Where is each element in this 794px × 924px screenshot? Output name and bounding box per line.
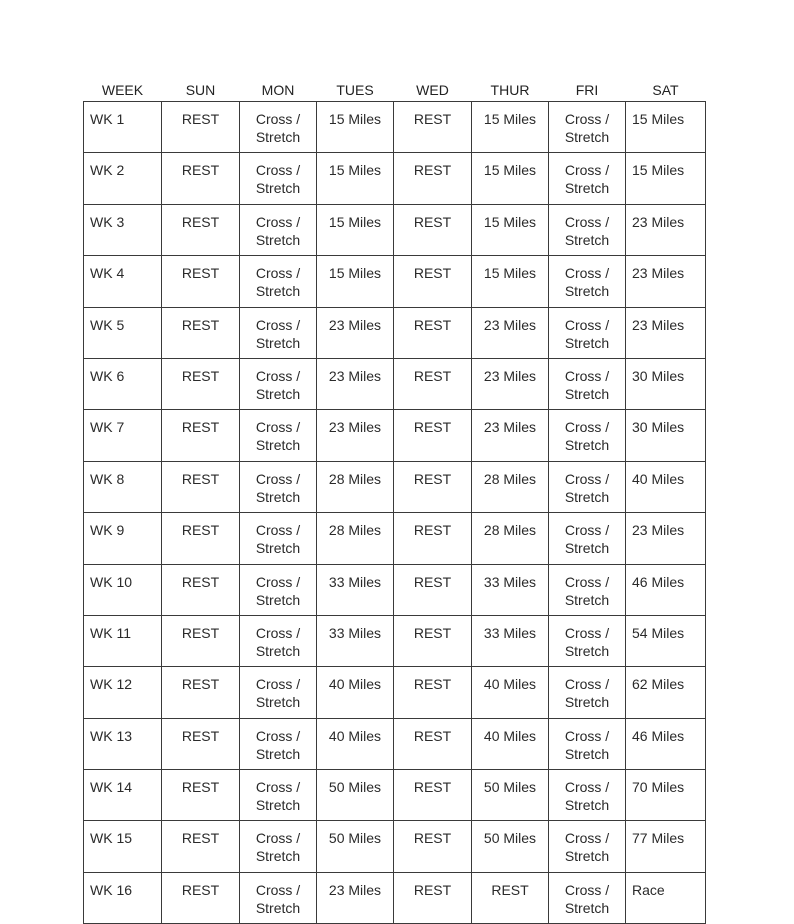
cell-mon-line: Cross / [255,265,301,282]
cell-mon-line: Cross / [255,419,301,436]
cell-mon-line: Stretch [255,591,301,608]
cell-mon-line: Cross / [255,676,301,693]
cell-fri-line: Cross / [564,624,610,641]
cell-week: WK 14 [84,770,162,821]
cell-sun: REST [162,513,240,564]
cell-thur: 23 Miles [472,358,549,409]
cell-week: WK 15 [84,821,162,872]
cell-week: WK 16 [84,872,162,923]
table-row [84,667,706,718]
cell-thur: 28 Miles [472,513,549,564]
cell-fri [549,821,626,872]
cell-week: WK 13 [84,718,162,769]
cell-fri-line: Stretch [564,591,610,608]
cell-sat: 15 Miles [626,102,706,153]
cell-fri-line: Cross / [564,316,610,333]
cell-fri-line: Cross / [564,573,610,590]
cell-tues: 40 Miles [317,667,394,718]
cell-wed: REST [394,564,472,615]
cell-mon [240,872,317,923]
cell-fri [549,307,626,358]
cell-mon [240,718,317,769]
cell-mon-line: Stretch [255,437,301,454]
cell-week: WK 2 [84,153,162,204]
cell-mon-line: Cross / [255,367,301,384]
cell-tues: 28 Miles [317,461,394,512]
cell-sun: REST [162,153,240,204]
cell-week: WK 12 [84,667,162,718]
cell-fri-line: Cross / [564,213,610,230]
cell-mon [240,102,317,153]
cell-mon [240,821,317,872]
table-row [84,358,706,409]
cell-fri-line: Stretch [564,334,610,351]
cell-fri-line: Stretch [564,231,610,248]
cell-mon-line: Cross / [255,316,301,333]
cell-mon-line: Cross / [255,727,301,744]
cell-sat: 30 Miles [626,358,706,409]
cell-fri-line: Cross / [564,419,610,436]
cell-fri-line: Stretch [564,283,610,300]
cell-wed: REST [394,461,472,512]
cell-fri-line: Cross / [564,265,610,282]
cell-tues: 33 Miles [317,615,394,666]
table-row [84,718,706,769]
cell-tues: 15 Miles [317,256,394,307]
table-row [84,564,706,615]
cell-sun: REST [162,358,240,409]
table-row [84,410,706,461]
cell-fri-line: Stretch [564,488,610,505]
cell-mon [240,307,317,358]
cell-mon-line: Cross / [255,573,301,590]
cell-mon-line: Stretch [255,180,301,197]
cell-mon-line: Stretch [255,797,301,814]
table-row [84,821,706,872]
cell-sun: REST [162,102,240,153]
cell-sat: 46 Miles [626,564,706,615]
cell-wed: REST [394,410,472,461]
cell-fri-line: Stretch [564,848,610,865]
cell-mon [240,256,317,307]
cell-wed: REST [394,256,472,307]
cell-fri [549,461,626,512]
cell-fri [549,718,626,769]
cell-sat: 77 Miles [626,821,706,872]
cell-thur: 15 Miles [472,102,549,153]
cell-sat: 30 Miles [626,410,706,461]
cell-mon-line: Stretch [255,129,301,145]
cell-sun: REST [162,256,240,307]
header-sat: SAT [652,81,679,98]
cell-thur: REST [472,872,549,923]
cell-mon-line: Cross / [255,522,301,539]
cell-sat: 70 Miles [626,770,706,821]
cell-sat: Race [626,872,706,923]
cell-wed: REST [394,102,472,153]
cell-fri-line: Stretch [564,694,610,711]
cell-tues: 50 Miles [317,821,394,872]
cell-mon [240,461,317,512]
cell-wed: REST [394,153,472,204]
cell-mon-line: Stretch [255,899,301,916]
table-row [84,307,706,358]
cell-mon-line: Stretch [255,283,301,300]
cell-sat: 23 Miles [626,256,706,307]
cell-fri-line: Cross / [564,522,610,539]
table-row [84,461,706,512]
cell-wed: REST [394,204,472,255]
cell-sat: 46 Miles [626,718,706,769]
cell-thur: 23 Miles [472,307,549,358]
cell-fri-line: Stretch [564,899,610,916]
cell-fri [549,358,626,409]
table-row [84,615,706,666]
cell-mon [240,204,317,255]
cell-sun: REST [162,821,240,872]
cell-mon-line: Cross / [255,624,301,641]
cell-fri-line: Stretch [564,745,610,762]
cell-fri-line: Cross / [564,727,610,744]
cell-mon [240,513,317,564]
table-row [84,153,706,204]
cell-thur: 15 Miles [472,256,549,307]
header-tues: TUES [336,81,374,98]
cell-week: WK 7 [84,410,162,461]
cell-fri-line: Cross / [564,111,610,127]
cell-sun: REST [162,718,240,769]
cell-fri [549,872,626,923]
cell-sun: REST [162,461,240,512]
cell-wed: REST [394,358,472,409]
cell-tues: 40 Miles [317,718,394,769]
cell-sun: REST [162,564,240,615]
cell-week: WK 8 [84,461,162,512]
header-week: WEEK [101,81,144,98]
cell-fri-line: Stretch [564,540,610,557]
cell-mon-line: Stretch [255,745,301,762]
cell-sat: 23 Miles [626,204,706,255]
table-row [84,872,706,923]
cell-mon [240,358,317,409]
cell-thur: 40 Miles [472,667,549,718]
cell-fri [549,204,626,255]
cell-sat: 54 Miles [626,615,706,666]
cell-fri-line: Cross / [564,676,610,693]
cell-mon-line: Cross / [255,111,301,127]
cell-sun: REST [162,770,240,821]
cell-mon-line: Stretch [255,642,301,659]
cell-tues: 15 Miles [317,204,394,255]
cell-fri-line: Stretch [564,797,610,814]
table-row [84,204,706,255]
table-row [84,256,706,307]
cell-fri [549,153,626,204]
cell-thur: 50 Miles [472,821,549,872]
cell-sat: 23 Miles [626,513,706,564]
cell-fri-line: Stretch [564,385,610,402]
cell-sat: 15 Miles [626,153,706,204]
cell-fri-line: Cross / [564,470,610,487]
cell-sat: 40 Miles [626,461,706,512]
cell-fri [549,667,626,718]
cell-sun: REST [162,667,240,718]
table-row [84,102,706,153]
cell-wed: REST [394,615,472,666]
cell-mon [240,770,317,821]
cell-sun: REST [162,204,240,255]
cell-tues: 23 Miles [317,872,394,923]
cell-tues: 23 Miles [317,410,394,461]
table-row [84,513,706,564]
cell-fri [549,102,626,153]
cell-wed: REST [394,513,472,564]
table-header [84,78,706,102]
cell-tues: 28 Miles [317,513,394,564]
table-body [84,102,706,924]
cell-mon-line: Stretch [255,231,301,248]
table-row [84,770,706,821]
cell-fri [549,256,626,307]
cell-mon [240,410,317,461]
cell-week: WK 10 [84,564,162,615]
cell-mon-line: Cross / [255,881,301,898]
header-thur: THUR [490,81,530,98]
cell-wed: REST [394,872,472,923]
cell-week: WK 4 [84,256,162,307]
cell-wed: REST [394,667,472,718]
cell-fri-line: Stretch [564,437,610,454]
cell-thur: 33 Miles [472,615,549,666]
cell-fri [549,513,626,564]
header-mon: MON [261,81,295,98]
cell-sat: 62 Miles [626,667,706,718]
header-row [84,78,706,102]
cell-tues: 50 Miles [317,770,394,821]
cell-fri [549,410,626,461]
cell-tues: 23 Miles [317,358,394,409]
cell-sun: REST [162,872,240,923]
cell-fri-line: Cross / [564,367,610,384]
cell-fri [549,564,626,615]
cell-fri [549,615,626,666]
cell-wed: REST [394,718,472,769]
cell-week: WK 3 [84,204,162,255]
cell-fri-line: Cross / [564,881,610,898]
cell-mon-line: Stretch [255,385,301,402]
cell-mon-line: Cross / [255,779,301,796]
cell-week: WK 1 [84,102,162,153]
cell-thur: 23 Miles [472,410,549,461]
cell-fri-line: Cross / [564,779,610,796]
cell-mon [240,667,317,718]
cell-week: WK 5 [84,307,162,358]
cell-mon [240,615,317,666]
cell-fri-line: Stretch [564,129,610,145]
training-schedule-table [83,78,706,924]
cell-week: WK 9 [84,513,162,564]
cell-week: WK 6 [84,358,162,409]
cell-tues: 15 Miles [317,102,394,153]
cell-sun: REST [162,615,240,666]
cell-mon-line: Stretch [255,488,301,505]
cell-mon-line: Cross / [255,213,301,230]
cell-mon-line: Cross / [255,470,301,487]
cell-tues: 33 Miles [317,564,394,615]
header-sun: SUN [185,81,216,98]
cell-fri-line: Stretch [564,180,610,197]
cell-fri-line: Stretch [564,642,610,659]
cell-wed: REST [394,307,472,358]
cell-mon-line: Stretch [255,540,301,557]
cell-mon [240,564,317,615]
cell-thur: 15 Miles [472,153,549,204]
cell-mon-line: Cross / [255,162,301,179]
cell-sat: 23 Miles [626,307,706,358]
cell-fri-line: Cross / [564,162,610,179]
cell-tues: 15 Miles [317,153,394,204]
cell-mon-line: Stretch [255,694,301,711]
cell-mon [240,153,317,204]
cell-thur: 40 Miles [472,718,549,769]
cell-wed: REST [394,770,472,821]
cell-mon-line: Stretch [255,848,301,865]
cell-thur: 15 Miles [472,204,549,255]
cell-thur: 33 Miles [472,564,549,615]
cell-sun: REST [162,307,240,358]
header-fri: FRI [575,81,599,98]
cell-week: WK 11 [84,615,162,666]
header-wed: WED [416,81,449,98]
cell-fri [549,770,626,821]
cell-mon-line: Cross / [255,830,301,847]
cell-sun: REST [162,410,240,461]
cell-wed: REST [394,821,472,872]
cell-thur: 28 Miles [472,461,549,512]
cell-mon-line: Stretch [255,334,301,351]
cell-fri-line: Cross / [564,830,610,847]
cell-thur: 50 Miles [472,770,549,821]
cell-tues: 23 Miles [317,307,394,358]
